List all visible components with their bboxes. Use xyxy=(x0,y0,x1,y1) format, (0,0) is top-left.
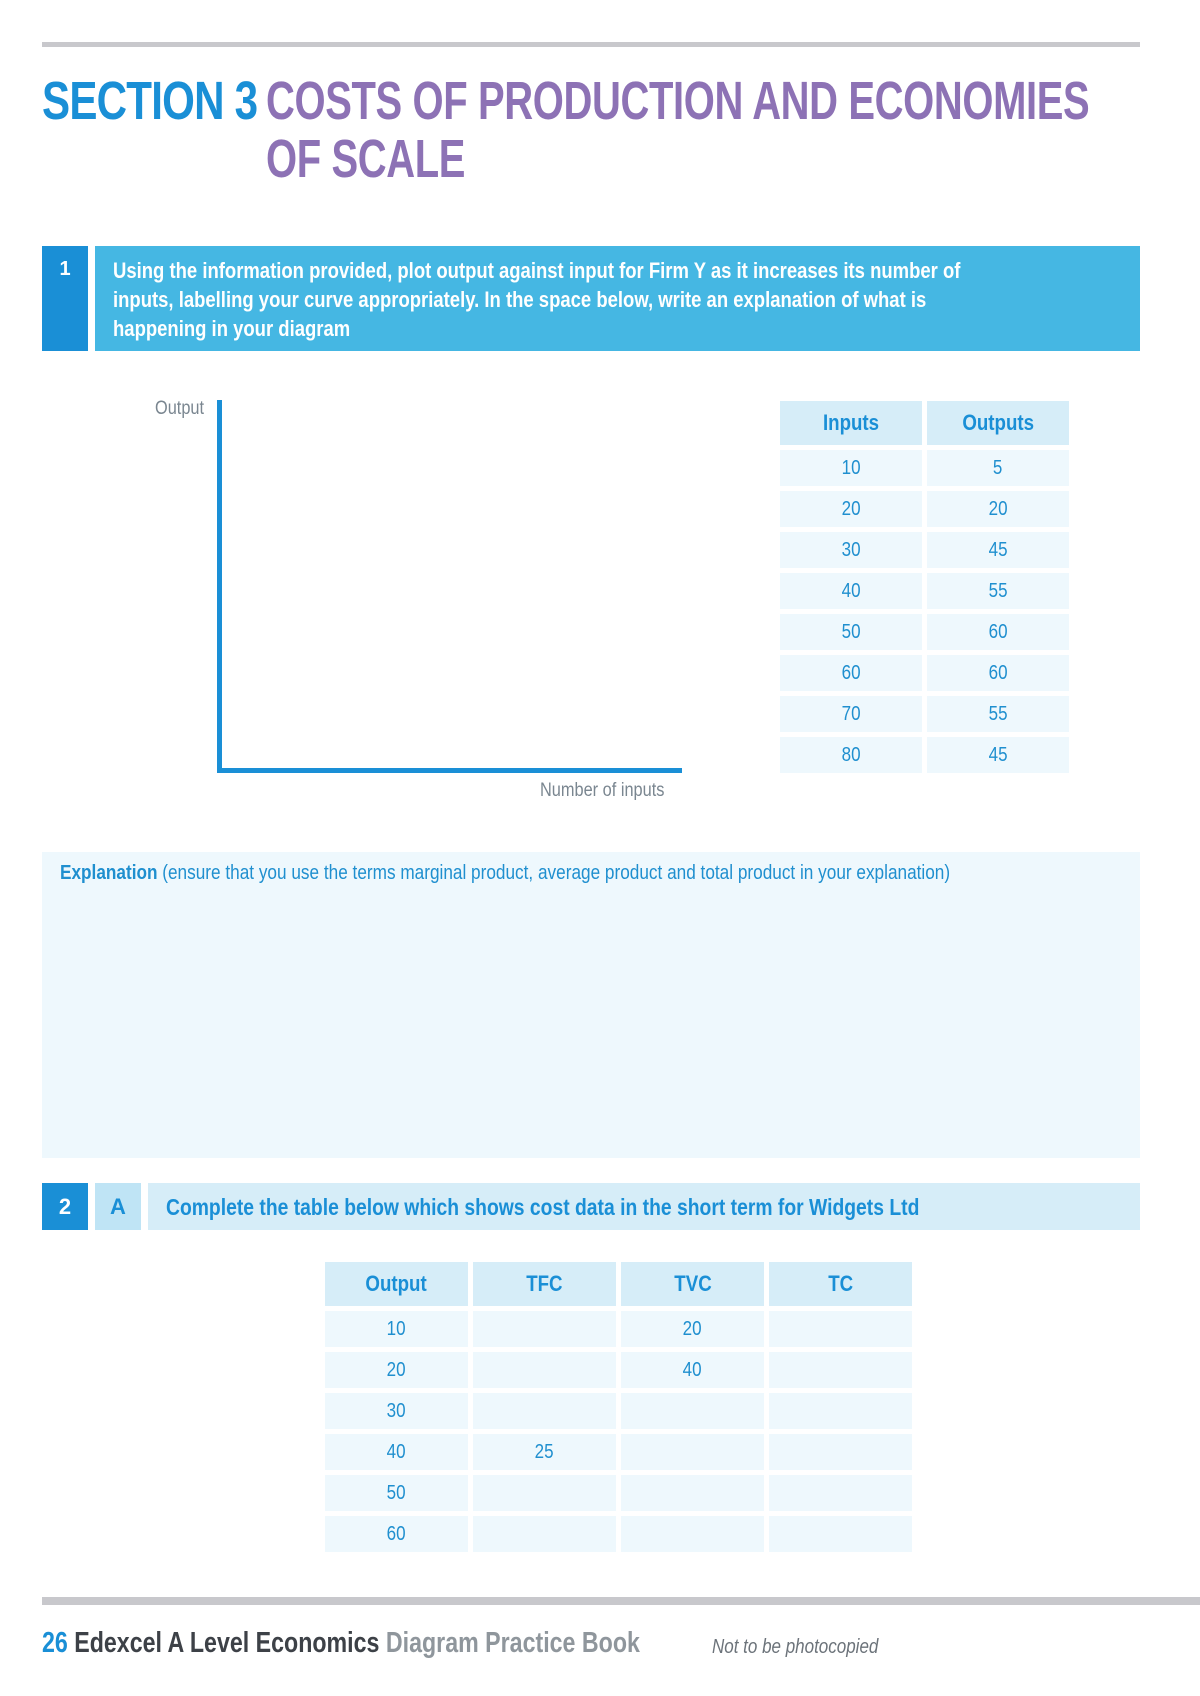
table-cell[interactable] xyxy=(473,1393,616,1429)
table-cell: 55 xyxy=(927,696,1069,732)
table-cell: 40 xyxy=(325,1434,468,1470)
table-header-row xyxy=(325,1262,912,1306)
explanation-instruction-text: (ensure that you use the terms marginal product, average product and total product in your explanation) xyxy=(157,862,951,884)
table-cell[interactable] xyxy=(621,1516,764,1552)
diagram-x-axis xyxy=(217,768,682,773)
table-row xyxy=(325,1352,912,1388)
table-cell: 45 xyxy=(927,737,1069,773)
explanation-label: Explanation xyxy=(60,862,158,884)
diagram-y-axis xyxy=(217,400,222,773)
footer-publisher: Edexcel A Level Economics xyxy=(74,1627,380,1659)
table-cell[interactable] xyxy=(769,1393,912,1429)
column-header-inputs: Inputs xyxy=(780,401,922,445)
table-row xyxy=(325,1393,912,1429)
page-footer xyxy=(42,1627,789,1660)
inputs-outputs-table xyxy=(775,396,1074,778)
question-1-number: 1 xyxy=(42,246,88,351)
table-cell[interactable] xyxy=(769,1311,912,1347)
table-cell: 70 xyxy=(780,696,922,732)
table-cell: 30 xyxy=(325,1393,468,1429)
table-row xyxy=(325,1311,912,1347)
table-cell[interactable] xyxy=(769,1434,912,1470)
table-cell: 25 xyxy=(473,1434,616,1470)
table-row xyxy=(780,491,1069,527)
table-cell: 50 xyxy=(325,1475,468,1511)
table-cell[interactable] xyxy=(769,1475,912,1511)
page-number: 26 xyxy=(42,1627,68,1659)
section-title-line-2: OF SCALE xyxy=(266,129,466,189)
table-cell: 10 xyxy=(780,450,922,486)
diagram-y-axis-label: Output xyxy=(155,398,205,419)
table-row xyxy=(325,1434,912,1470)
section-number: SECTION 3 xyxy=(42,71,258,131)
footer-book-title: Diagram Practice Book xyxy=(385,1627,640,1659)
table-header-row xyxy=(780,401,1069,445)
table-cell: 5 xyxy=(927,450,1069,486)
table-cell: 30 xyxy=(780,532,922,568)
table-cell[interactable] xyxy=(621,1393,764,1429)
cost-data-table xyxy=(320,1257,917,1557)
table-cell[interactable] xyxy=(473,1311,616,1347)
table-cell: 60 xyxy=(927,614,1069,650)
explanation-answer-area[interactable] xyxy=(42,852,1140,1158)
table-row xyxy=(780,532,1069,568)
column-header-outputs: Outputs xyxy=(927,401,1069,445)
table-cell: 20 xyxy=(780,491,922,527)
table-row xyxy=(325,1475,912,1511)
column-header-output: Output xyxy=(325,1262,468,1306)
table-row xyxy=(325,1516,912,1552)
section-title-line-1: COSTS OF PRODUCTION AND ECONOMIES xyxy=(266,71,1090,131)
table-row xyxy=(780,614,1069,650)
question-2-prompt: Complete the table below which shows cost data in the short term for Widgets Ltd xyxy=(166,1194,920,1220)
table-cell[interactable] xyxy=(621,1434,764,1470)
explanation-instruction xyxy=(60,862,1095,885)
table-row xyxy=(780,737,1069,773)
question-2-prompt-band xyxy=(148,1183,1140,1230)
question-2-part-letter: A xyxy=(95,1183,141,1230)
table-cell: 20 xyxy=(927,491,1069,527)
table-cell[interactable] xyxy=(769,1352,912,1388)
table-cell: 60 xyxy=(927,655,1069,691)
table-cell: 50 xyxy=(780,614,922,650)
question-1-prompt-line: happening in your diagram xyxy=(113,316,351,341)
table-cell[interactable] xyxy=(621,1475,764,1511)
table-cell: 80 xyxy=(780,737,922,773)
question-1-prompt-line: Using the information provided, plot output against input for Firm Y as it increases its number of xyxy=(113,258,961,283)
table-row xyxy=(780,450,1069,486)
column-header-tvc: TVC xyxy=(621,1262,764,1306)
table-row xyxy=(780,655,1069,691)
top-divider xyxy=(42,42,1140,47)
table-cell: 60 xyxy=(325,1516,468,1552)
question-1-prompt-line: inputs, labelling your curve appropriately. In the space below, write an explanation of what is xyxy=(113,287,927,312)
column-header-tc: TC xyxy=(769,1262,912,1306)
table-cell[interactable] xyxy=(769,1516,912,1552)
question-1-prompt xyxy=(95,246,1140,351)
table-cell: 40 xyxy=(621,1352,764,1388)
table-cell[interactable] xyxy=(473,1352,616,1388)
bottom-divider xyxy=(42,1597,1200,1605)
table-cell: 60 xyxy=(780,655,922,691)
table-cell: 20 xyxy=(621,1311,764,1347)
footer-copyright-note: Not to be photocopied xyxy=(712,1636,879,1658)
table-row xyxy=(780,696,1069,732)
table-cell: 40 xyxy=(780,573,922,609)
table-cell[interactable] xyxy=(473,1516,616,1552)
column-header-tfc: TFC xyxy=(473,1262,616,1306)
table-cell: 55 xyxy=(927,573,1069,609)
table-row xyxy=(780,573,1069,609)
table-cell: 45 xyxy=(927,532,1069,568)
diagram-x-axis-label: Number of inputs xyxy=(540,780,665,801)
table-cell: 10 xyxy=(325,1311,468,1347)
table-cell: 20 xyxy=(325,1352,468,1388)
question-2-number: 2 xyxy=(42,1183,88,1230)
table-cell[interactable] xyxy=(473,1475,616,1511)
